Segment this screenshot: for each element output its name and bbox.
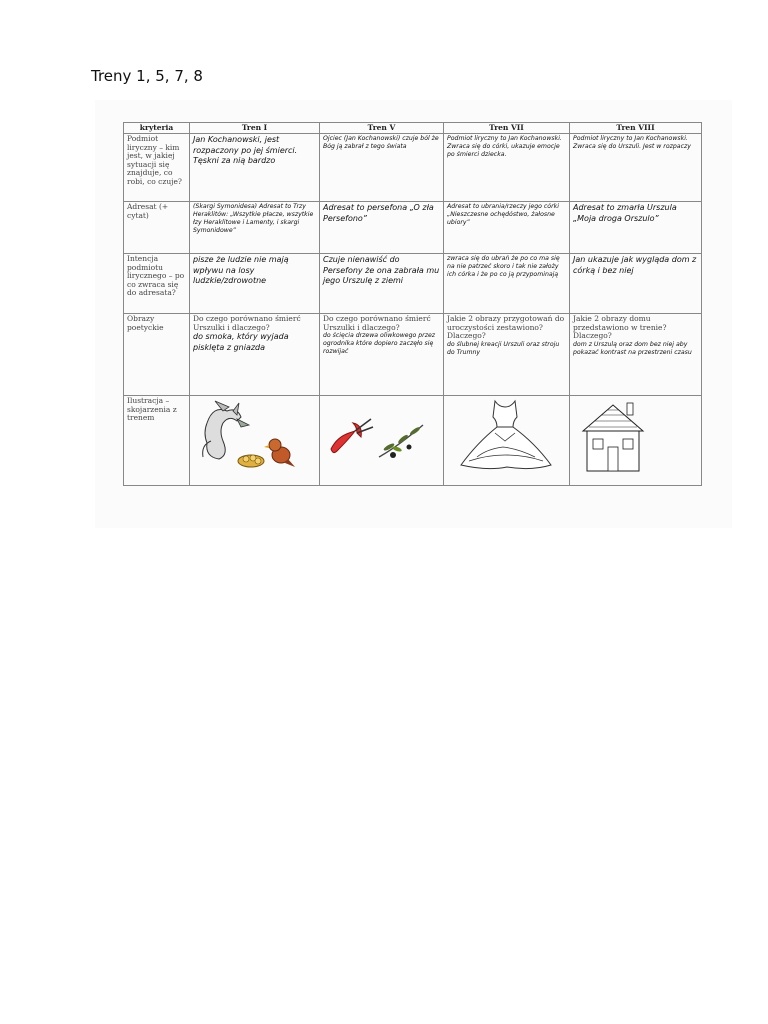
table-cell bbox=[444, 134, 570, 202]
printed-question: Jakie 2 obrazy przygotowań do uroczystości zestawiono? Dlaczego? bbox=[447, 314, 565, 341]
table-row bbox=[124, 396, 702, 486]
handwritten-text: Ojciec (Jan Kochanowski) czuje ból że Bóg ją zabrał z tego świata bbox=[323, 135, 439, 150]
handwritten-text: (Skargi Symonidesa) Adresat to Trzy Heraklitów: „Wszytkie płacze, wszytkie łzy Heraklitowe i Lamenty, i skargi Symonidowe” bbox=[193, 203, 314, 234]
dragon-and-nest-icon bbox=[193, 397, 313, 475]
table-cell bbox=[320, 134, 444, 202]
column-header: Tren VIII bbox=[570, 123, 702, 134]
handwritten-text: do smoka, który wyjada pisklęta z gniazda bbox=[193, 332, 289, 352]
table-cell bbox=[444, 202, 570, 254]
page-title: Treny 1, 5, 7, 8 bbox=[91, 67, 203, 85]
table-row bbox=[124, 202, 702, 254]
table-header-row bbox=[124, 123, 702, 134]
house-icon bbox=[573, 397, 697, 475]
table-cell bbox=[320, 314, 444, 396]
handwritten-text: Podmiot liryczny to Jan Kochanowski. Zwraca się do Urszuli. Jest w rozpaczy bbox=[573, 135, 691, 150]
handwritten-text: Jan Kochanowski, jest rozpaczony po jej śmierci. Tęskni za nią bardzo bbox=[193, 135, 298, 165]
handwritten-text: do ślubnej kreacji Urszuli oraz stroju do Trumny bbox=[447, 340, 560, 356]
handwritten-text: do ścięcia drzewa oliwkowego przez ogrodnika które dopiero zaczęło się rozwijać bbox=[323, 332, 436, 356]
pruning-shears-and-olive-branch-icon bbox=[323, 397, 438, 475]
column-header: Tren V bbox=[320, 123, 444, 134]
table-cell bbox=[320, 202, 444, 254]
table-cell bbox=[570, 134, 702, 202]
handwritten-text: zwraca się do ubrań że po co ma się na nie patrzeć skoro i tak nie założy ich córka i że po co ją przypominają bbox=[447, 255, 560, 278]
column-header: Tren I bbox=[190, 123, 320, 134]
criterion-cell: Obrazy poetyckie bbox=[124, 314, 190, 396]
table-cell bbox=[570, 254, 702, 314]
handwritten-text: Podmiot liryczny to Jan Kochanowski. Zwraca się do córki, ukazuje emocje po śmierci dziecka. bbox=[447, 135, 562, 158]
table-row bbox=[124, 254, 702, 314]
table-cell bbox=[190, 134, 320, 202]
handwritten-text: dom z Urszulą oraz dom bez niej aby pokazać kontrast na przestrzeni czasu bbox=[573, 340, 692, 356]
table-cell bbox=[570, 314, 702, 396]
table-cell bbox=[190, 202, 320, 254]
criterion-cell: Adresat (+ cytat) bbox=[124, 202, 190, 254]
dress-icon bbox=[447, 397, 565, 475]
table-cell bbox=[444, 254, 570, 314]
handwritten-text: pisze że ludzie nie mają wpływu na losy ludzkie/zdrowotne bbox=[193, 255, 289, 285]
criterion-cell: Ilustracja – skojarzenia z trenem bbox=[124, 396, 190, 486]
handwritten-text: Jan ukazuje jak wygląda dom z córką i bez niej bbox=[573, 255, 697, 275]
table-cell bbox=[190, 396, 320, 486]
table-cell bbox=[320, 254, 444, 314]
printed-question: Jakie 2 obrazy domu przedstawiono w trenie? Dlaczego? bbox=[573, 314, 667, 341]
table-cell bbox=[320, 396, 444, 486]
table-row bbox=[124, 314, 702, 396]
table-cell bbox=[570, 202, 702, 254]
column-header: kryteria bbox=[124, 123, 190, 134]
handwritten-text: Adresat to persefona „O zła Persefono” bbox=[323, 203, 434, 223]
criterion-cell: Intencja podmiotu lirycznego – po co zwraca się do adresata? bbox=[124, 254, 190, 314]
handwritten-text: Adresat to ubrania/rzeczy jego córki „Nieszczesne ochędóstwo, żałosne ubiory” bbox=[447, 203, 559, 226]
table-cell bbox=[444, 396, 570, 486]
handwritten-text: Adresat to zmarła Urszula „Moja droga Orszulo” bbox=[573, 203, 677, 223]
criterion-cell: Podmiot liryczny – kim jest, w jakiej sytuacji się znajduje, co robi, co czuje? bbox=[124, 134, 190, 202]
table-row bbox=[124, 134, 702, 202]
printed-question: Do czego porównano śmierć Urszulki i dlaczego? bbox=[193, 314, 301, 332]
handwritten-text: Czuje nienawiść do Persefony że ona zabrała mu jego Urszulę z ziemi bbox=[323, 255, 440, 285]
printed-question: Do czego porównano śmierć Urszulki i dlaczego? bbox=[323, 314, 431, 332]
table-cell bbox=[190, 254, 320, 314]
column-header: Tren VII bbox=[444, 123, 570, 134]
table-cell bbox=[444, 314, 570, 396]
table-cell bbox=[190, 314, 320, 396]
table-cell bbox=[570, 396, 702, 486]
criteria-table bbox=[123, 122, 702, 486]
